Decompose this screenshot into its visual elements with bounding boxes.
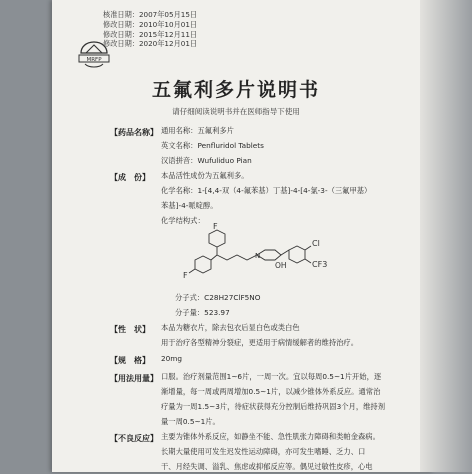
logo-text: MRFP (86, 57, 102, 63)
ingredients-label: 【成 份】 (110, 173, 150, 182)
dosage-line: 疗量为一周1.5~3片，待症状获得充分控制后维持巩固3个月，维持剂 (161, 402, 386, 411)
dosage-line: 口服。治疗剂量范围1~6片，一周一次。宜以每周0.5~1片开始，逐 (161, 372, 382, 381)
english-name: 英文名称：Penfluridol Tablets (161, 141, 264, 150)
cf3-label: CF3 (312, 260, 328, 269)
company-logo (76, 40, 112, 70)
properties-text: 本品为糖衣片，除去包衣后显白色或类白色 (161, 323, 300, 332)
drug-name-label: 【药品名称】 (110, 128, 158, 137)
adverse-line: 干、月经失调、溢乳、焦虑或抑郁反应等。偶见过敏性皮疹，心电 (161, 462, 373, 471)
specification-text: 20mg (161, 354, 183, 363)
revision-date: 修改日期：2010年10月01日 (103, 19, 198, 29)
indications-text: 用于治疗各型精神分裂症，更适用于病情缓解者的维持治疗。 (161, 338, 359, 347)
molecular-weight: 分子量：523.97 (175, 308, 230, 317)
ingredients-text: 本品活性成份为五氟利多。 (161, 171, 249, 180)
adverse-line: 主要为锥体外系反应，如静坐不能、急性肌张力障碍和类帕金森病。 (161, 432, 380, 441)
hydroxyl-label: OH (275, 261, 287, 270)
adverse-line: 长期大量使用可发生迟发性运动障碍，亦可发生嗜睡、乏力、口 (161, 447, 366, 456)
revision-date: 修改日期：2015年12月11日 (103, 29, 198, 39)
structure-label: 化学结构式： (161, 216, 205, 225)
paper-shadow (420, 0, 472, 472)
dosage-line: 量一周0.5~1片。 (161, 417, 220, 426)
chemical-name: 化学名称：1-[4,4-双（4-氟苯基）丁基]-4-[4-氯-3-（三氟甲基） (161, 186, 372, 195)
revision-date: 修改日期：2020年12月01日 (103, 39, 198, 49)
properties-label: 【性 状】 (110, 325, 150, 334)
revision-dates (103, 10, 197, 49)
chlorine-label: Cl (312, 239, 320, 248)
specification-label: 【规 格】 (110, 356, 150, 365)
adverse-label: 【不良反应】 (110, 434, 158, 443)
fluorine-top: F (213, 222, 218, 231)
chemical-name-cont: 苯基]-4-哌啶醇。 (161, 201, 218, 210)
document-subtitle: 请仔细阅读说明书并在医师指导下使用 (172, 107, 300, 116)
fluorine-bottom: F (183, 271, 188, 280)
molecular-formula: 分子式：C28H27ClF5NO (175, 293, 261, 302)
dosage-line: 渐增量，每一周或两周增加0.5~1片，以减少锥体外系反应。通常治 (161, 387, 381, 396)
common-name: 通用名称：五氟利多片 (161, 126, 234, 135)
dosage-label: 【用法用量】 (110, 374, 158, 383)
chemical-structure (175, 222, 355, 292)
nitrogen-label: N (255, 252, 261, 260)
approval-date: 核准日期：2007年05月15日 (103, 10, 198, 19)
document-title: 五氟利多片说明书 (151, 79, 320, 101)
pinyin-name: 汉语拼音：Wufuliduo Pian (161, 156, 252, 165)
